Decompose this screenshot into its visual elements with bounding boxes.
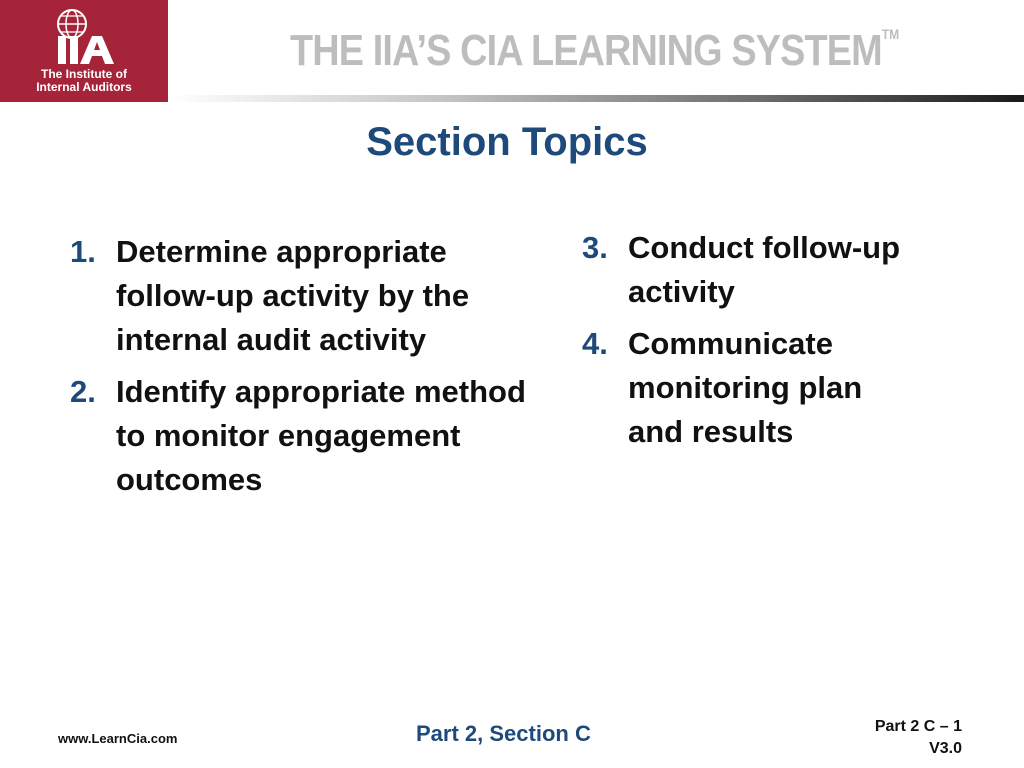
- topic-number: 1.: [70, 234, 96, 269]
- header-title: [290, 26, 909, 76]
- globe-iia-logo-icon: [52, 6, 116, 66]
- topics-list-left: [70, 230, 530, 510]
- logo-org-name: [0, 68, 168, 94]
- topic-text: Identify appropriate method to monitor engagement outcomes: [116, 374, 526, 497]
- topic-text: Communicate monitoring plan and results: [628, 326, 863, 449]
- topic-number: 3.: [582, 230, 608, 265]
- footer-page-number: Part 2 C – 1: [874, 718, 962, 735]
- header-title-text: THE IIA’S CIA LEARNING SYSTEM: [290, 26, 882, 75]
- logo-org-name-line1: The Institute of: [41, 67, 127, 81]
- topic-item: [582, 226, 922, 314]
- topic-number: 4.: [582, 326, 608, 361]
- footer-version: V3.0: [929, 740, 962, 757]
- logo-org-name-line2: Internal Auditors: [36, 80, 132, 94]
- topic-item: [70, 370, 530, 502]
- header-rule: [168, 95, 1024, 102]
- topic-item: [582, 322, 922, 454]
- slide-title: Section Topics: [366, 120, 648, 164]
- topic-text: Conduct follow-up activity: [628, 230, 901, 309]
- footer-website: www.LearnCia.com: [58, 731, 178, 746]
- topic-item: [70, 230, 530, 362]
- footer-page-info: [875, 716, 962, 760]
- topic-number: 2.: [70, 374, 96, 409]
- topics-list-right: [582, 226, 922, 462]
- trademark-mark: TM: [881, 26, 900, 42]
- topic-text: Determine appropriate follow-up activity by the internal audit activity: [116, 234, 470, 357]
- footer-section: Part 2, Section C: [416, 721, 591, 746]
- iia-logo: [0, 0, 168, 102]
